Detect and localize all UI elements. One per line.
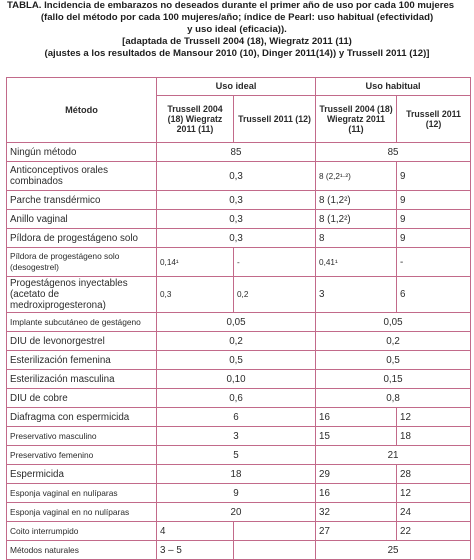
habitual-trussell-2011-cell: 22 [397, 522, 471, 541]
caption-line-2: (fallo del método por cada 100 mujeres/año; índice de Pearl: uso habitual (efectividad) [40, 12, 434, 23]
empty-cell [234, 541, 316, 560]
habitual-trussell-2011-cell: 6 [397, 277, 471, 313]
method-cell: Esterilización masculina [7, 370, 157, 389]
ideal-value-cell: 0,10 [157, 370, 316, 389]
pearl-index-table [6, 77, 471, 560]
ideal-value-cell: 6 [157, 408, 316, 427]
habitual-trussell-2004-cell: 27 [316, 522, 397, 541]
caption-line-4: [adaptada de Trussell 2004 (18), Wiegratz 2011 (11) [122, 36, 352, 47]
habitual-trussell-2011-cell: - [397, 248, 471, 277]
habitual-trussell-2011-cell: 18 [397, 427, 471, 446]
habitual-value-cell: 21 [316, 446, 471, 465]
table-row [7, 313, 471, 332]
habitual-trussell-2004-cell: 3 [316, 277, 397, 313]
method-cell: Coito interrumpido [7, 522, 157, 541]
table-row [7, 522, 471, 541]
habitual-trussell-2011-cell: 12 [397, 408, 471, 427]
ideal-trussell-2011-cell: 0,2 [234, 277, 316, 313]
table-row [7, 229, 471, 248]
habitual-trussell-2004-cell: 8 (1,2²) [316, 210, 397, 229]
ideal-value-cell: 0,6 [157, 389, 316, 408]
empty-cell [234, 522, 316, 541]
habitual-trussell-2011-cell: 28 [397, 465, 471, 484]
method-cell: Diafragma con espermicida [7, 408, 157, 427]
table-row [7, 427, 471, 446]
subheader-ideal-trussell-2004: Trussell 2004 (18) Wiegratz 2011 (11) [157, 96, 234, 143]
method-cell: Implante subcutáneo de gestágeno [7, 313, 157, 332]
table-row [7, 351, 471, 370]
method-cell: DIU de cobre [7, 389, 157, 408]
table-row [7, 248, 471, 277]
table-row [7, 210, 471, 229]
habitual-value-cell: 0,2 [316, 332, 471, 351]
method-cell: Parche transdérmico [7, 191, 157, 210]
habitual-trussell-2004-cell: 16 [316, 484, 397, 503]
caption-line-3: y uso ideal (eficacia)). [187, 24, 287, 35]
method-cell: Anillo vaginal [7, 210, 157, 229]
method-cell: Esponja vaginal en no nulíparas [7, 503, 157, 522]
habitual-value-cell: 0,15 [316, 370, 471, 389]
method-cell: Esponja vaginal en nulíparas [7, 484, 157, 503]
ideal-trussell-2004-cell: 0,3 [157, 277, 234, 313]
habitual-trussell-2011-cell: 9 [397, 210, 471, 229]
habitual-trussell-2004-cell: 15 [316, 427, 397, 446]
method-cell: Píldora de progestágeno solo (desogestrel) [7, 248, 157, 277]
ideal-value-cell: 0,05 [157, 313, 316, 332]
ideal-value-cell: 0,3 [157, 210, 316, 229]
subheader-habitual-trussell-2004: Trussell 2004 (18) Wiegratz 2011 (11) [316, 96, 397, 143]
method-cell: Progestágenos inyectables (acetato de medroxiprogesterona) [7, 277, 157, 313]
habitual-trussell-2011-cell: 24 [397, 503, 471, 522]
method-cell: Preservativo masculino [7, 427, 157, 446]
table-row [7, 191, 471, 210]
ideal-value-cell: 0,3 [157, 191, 316, 210]
method-cell: Preservativo femenino [7, 446, 157, 465]
ideal-value-cell: 4 [157, 522, 234, 541]
ideal-value-cell: 0,2 [157, 332, 316, 351]
habitual-trussell-2004-cell: 8 (1,2²) [316, 191, 397, 210]
habitual-value-cell: 0,05 [316, 313, 471, 332]
habitual-value-cell: 0,5 [316, 351, 471, 370]
habitual-value-cell: 0,8 [316, 389, 471, 408]
habitual-trussell-2004-cell: 0,41¹ [316, 248, 397, 277]
habitual-trussell-2004-cell: 32 [316, 503, 397, 522]
ideal-value-cell: 85 [157, 143, 316, 162]
habitual-trussell-2011-cell: 9 [397, 191, 471, 210]
method-cell: Ningún método [7, 143, 157, 162]
method-cell: Píldora de progestágeno solo [7, 229, 157, 248]
caption-line-5: (ajustes a los resultados de Mansour 2010 (10), Dinger 2011(14)) y Trussell 2011 (12)] [44, 48, 430, 59]
habitual-trussell-2011-cell: 9 [397, 229, 471, 248]
ideal-trussell-2011-cell: - [234, 248, 316, 277]
ideal-value-cell: 3 [157, 427, 316, 446]
ideal-value-cell: 20 [157, 503, 316, 522]
habitual-trussell-2004-cell: 8 (2,2¹·²) [316, 162, 397, 191]
ideal-value-cell: 9 [157, 484, 316, 503]
table-body [7, 143, 471, 560]
table-row [7, 389, 471, 408]
habitual-trussell-2004-cell: 8 [316, 229, 397, 248]
ideal-value-cell: 0,3 [157, 229, 316, 248]
method-cell: Esterilización femenina [7, 351, 157, 370]
caption-line-1: TABLA. Incidencia de embarazos no deseados durante el primer año de uso por cada 100 mujeres [7, 0, 455, 11]
header-metodo: Método [7, 78, 157, 143]
header-row [7, 78, 471, 96]
habitual-trussell-2004-cell: 29 [316, 465, 397, 484]
habitual-value-cell: 85 [316, 143, 471, 162]
table-row [7, 162, 471, 191]
ideal-value-cell: 3 – 5 [157, 541, 234, 560]
method-cell: Espermicida [7, 465, 157, 484]
ideal-value-cell: 5 [157, 446, 316, 465]
table-row [7, 143, 471, 162]
table-row [7, 503, 471, 522]
habitual-value-cell: 25 [316, 541, 471, 560]
ideal-value-cell: 0,3 [157, 162, 316, 191]
table-row [7, 332, 471, 351]
table-row [7, 541, 471, 560]
header-uso-habitual: Uso habitual [316, 78, 471, 96]
subheader-ideal-trussell-2011: Trussell 2011 (12) [234, 96, 316, 143]
ideal-value-cell: 18 [157, 465, 316, 484]
habitual-trussell-2011-cell: 9 [397, 162, 471, 191]
method-cell: Métodos naturales [7, 541, 157, 560]
table-row [7, 408, 471, 427]
habitual-trussell-2004-cell: 16 [316, 408, 397, 427]
table-row [7, 446, 471, 465]
method-cell: DIU de levonorgestrel [7, 332, 157, 351]
table-row [7, 484, 471, 503]
ideal-trussell-2004-cell: 0,14¹ [157, 248, 234, 277]
table-row [7, 277, 471, 313]
table-row [7, 465, 471, 484]
table-row [7, 370, 471, 389]
table-caption [0, 0, 474, 60]
header-uso-ideal: Uso ideal [157, 78, 316, 96]
method-cell: Anticonceptivos orales combinados [7, 162, 157, 191]
ideal-value-cell: 0,5 [157, 351, 316, 370]
subheader-habitual-trussell-2011: Trussell 2011 (12) [397, 96, 471, 143]
habitual-trussell-2011-cell: 12 [397, 484, 471, 503]
